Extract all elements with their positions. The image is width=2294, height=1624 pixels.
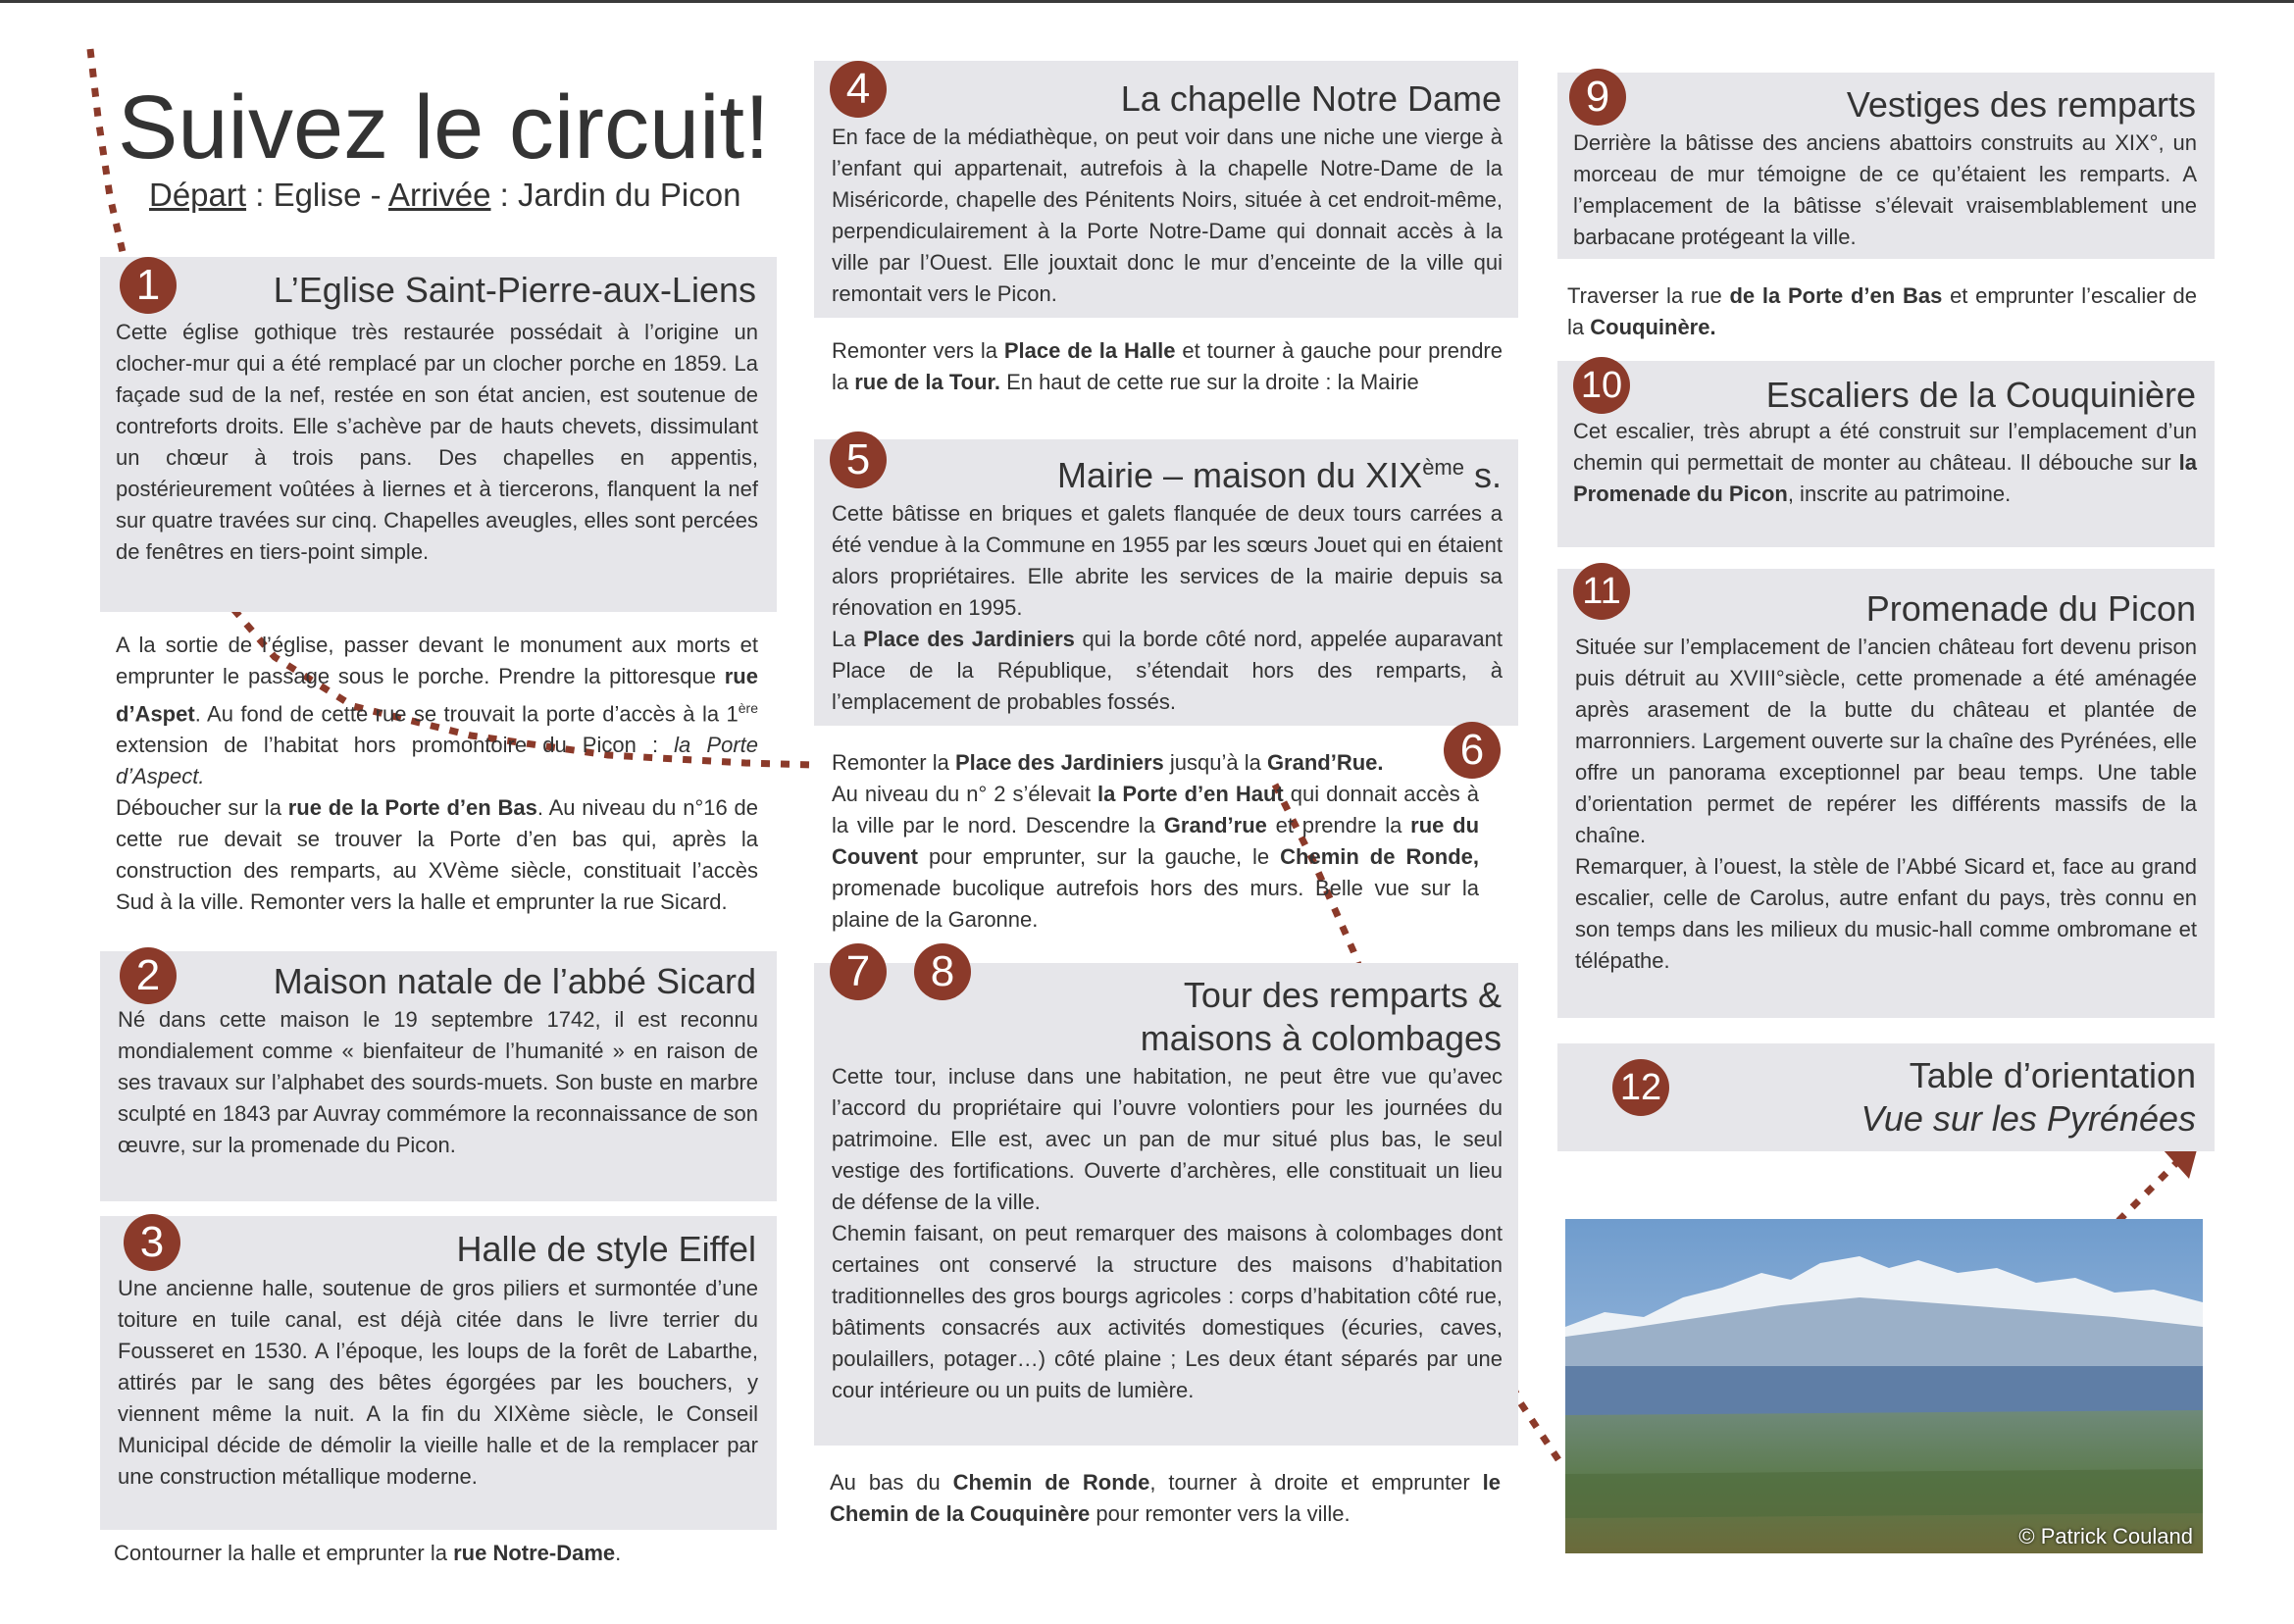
section-4-badge: 4 <box>830 61 887 118</box>
section-2-text: Né dans cette maison le 19 septembre 1742, il est reconnu mondialement comme « bienfaiteur de l’humanité » en raison de ses travaux sur l’alphabet des sourds-muets. Son buste en marbre sculpté en 1843 par Auvray commémore la reconnaissance de son œuvre, sur la promenade du Picon. <box>118 1007 758 1157</box>
directions-1: A la sortie de l’église, passer devant le monument aux morts et emprunter le passage sous le porche. Prendre la pittoresque rue d’Aspet. Au fond de cette rue se trouvait la porte d’accès à la 1ère extension de l’habitat hors promontoire du Picon : la Porte d’Aspect. Déboucher sur la rue de la Porte d’en Bas. Au niveau du n°16 de cette rue devait se trouver la Porte d’en bas qui, après la construction des remparts, au XVème siècle, constituait l’accès Sud à la ville. Remonter vers la halle et emprunter la rue Sicard. <box>116 633 758 915</box>
section-3-title: Halle de style Eiffel <box>456 1229 756 1269</box>
section-4-text: En face de la médiathèque, on peut voir dans une niche une vierge à l’enfant qui appartenait, autrefois à la chapelle Notre-Dame de la Miséricorde, chapelle des Pénitents Noirs, située à cet endroit-même, perpendiculairement à la Porte Notre-Dame qui donnait accès à la ville par l’Ouest. Elle jouxtait donc le mur d’enceinte de la ville qui remontait vers le Picon. <box>832 125 1503 306</box>
section-10-badge: 10 <box>1573 357 1630 414</box>
section-2-title: Maison natale de l’abbé Sicard <box>273 961 756 1001</box>
depart-value: : Eglise - <box>246 177 388 213</box>
section-1-title: L’Eglise Saint-Pierre-aux-Liens <box>273 270 756 310</box>
depart-label: Départ <box>149 177 247 213</box>
section-1-text: Cette église gothique très restaurée possédait à l’origine un clocher-mur qui a été remplacé par un clocher porche en 1859. La façade sud de la nef, restée en son état ancien, est soutenue de contreforts droits. Elle s’achève par de hauts chevets, dissimulant un chœur à trois pans. Des chapelles en appentis, postérieurement voûtées à liernes et à tiercerons, flanquent la nef sur quatre travées sur cinq. Chapelles aveugles, elles sont percées de fenêtres en tiers-point simple. <box>116 320 758 564</box>
section-12-subtitle: Vue sur les Pyrénées <box>1861 1098 2196 1139</box>
section-1-badge: 1 <box>120 257 177 314</box>
pyrenees-photo <box>1565 1219 2203 1553</box>
section-7-8-text: Cette tour, incluse dans une habitation, ne peut être vue qu’avec l’accord du propriétaire qui l’ouvre volontiers pour les journées du patrimoine. Elle est, avec un pan de mur situé plus bas, le seul vestige des fortifications. Ouverte d’archères, elle constituait un lieu de défense de la ville. Chemin faisant, on peut remarquer des maisons à colombages dont certaines ont conservé la structure des maisons d’habitation traditionnelles des gros bourgs agricoles : corps d’habitation côté rue, bâtiments consacrés aux activités domestiques (écuries, caves, poulaillers, potager…) côté plaine ; Les deux étant séparés par une cour intérieure ou un puits de lumière. <box>832 1064 1503 1402</box>
arrivee-value: : Jardin du Picon <box>490 177 741 213</box>
page-subtitle <box>149 177 740 214</box>
section-5-title: Mairie – maison du XIXème s. <box>1057 455 1502 495</box>
section-8-badge: 8 <box>914 943 971 1000</box>
directions-3: Contourner la halle et emprunter la rue Notre-Dame. <box>114 1541 622 1565</box>
page-title: Suivez le circuit! <box>118 77 770 178</box>
section-9-text: Derrière la bâtisse des anciens abattoirs construits au XIX°, un morceau de mur témoigne de ce qu’étaient les remparts. A l’emplacement de la bâtisse s’élevait vraisemblablement une barbacane protégeant la ville. <box>1573 130 2197 249</box>
directions-6: Remonter la Place des Jardiniers jusqu’à la Grand’Rue. Au niveau du n° 2 s’élevait la Porte d’en Haut qui donnait accès à la ville par le nord. Descendre la Grand’rue et prendre la rue du Couvent pour emprunter, sur la gauche, le Chemin de Ronde, promenade bucolique autrefois hors des murs. Belle vue sur la plaine de la Garonne. <box>832 750 1480 932</box>
section-12-title: Table d’orientation <box>1909 1055 2196 1095</box>
directions-8: Au bas du Chemin de Ronde, tourner à droite et emprunter le Chemin de la Couquinère pour remonter vers la ville. <box>830 1470 1502 1526</box>
section-3-text: Une ancienne halle, soutenue de gros piliers et surmontée d’une toiture en tuile canal, est déjà citée dans le livre terrier du Fousseret en 1530. A l’époque, les loups de la forêt de Labarthe, attirés par le sang des bêtes égorgées par les bouchers, y viennent même la nuit. A la fin du XIXème siècle, le Conseil Municipal décide de démolir la vieille halle et de la remplacer par une construction métallique moderne. <box>118 1276 758 1489</box>
section-4-title: La chapelle Notre Dame <box>1120 78 1502 119</box>
arrivee-label: Arrivée <box>387 177 491 213</box>
pyrenees-landscape <box>1565 1219 2203 1553</box>
section-7-badge: 7 <box>830 943 887 1000</box>
directions-9: Traverser la rue de la Porte d’en Bas et emprunter l’escalier de la Couquinère. <box>1567 283 2197 339</box>
section-9-title: Vestiges des remparts <box>1846 84 2196 125</box>
section-2-badge: 2 <box>120 947 177 1004</box>
section-11-text: Située sur l’emplacement de l’ancien château fort devenu prison puis détruit au XVIII°siècle, cette promenade a été aménagée après arasement de la butte du château et plantée de marronniers. Largement ouverte sur la chaîne des Pyrénées, elle offre un panorama exceptionnel par beau temps. Une table d’orientation permet de repérer les différents massifs de la chaîne. Remarquer, à l’ouest, la stèle de l’Abbé Sicard et, face au grand escalier, celle de Carolus, autre enfant du pays, très connu en son temps dans les milieux du music-hall comme ombromane et télépathe. <box>1575 634 2197 973</box>
section-10-title: Escaliers de la Couquinière <box>1765 375 2196 415</box>
section-9-badge: 9 <box>1569 69 1626 126</box>
section-7-8-title: Tour des remparts & <box>1183 975 1502 1015</box>
section-10-text: Cet escalier, très abrupt a été construit sur l’emplacement d’un chemin qui permettait de monter au château. Il débouche sur la Promenade du Picon, inscrite au patrimoine. <box>1573 419 2197 506</box>
section-5-text: Cette bâtisse en briques et galets flanquée de deux tours carrées a été vendue à la Commune en 1955 par les sœurs Jouet qui en étaient alors propriétaires. Elle abrite les services de la mairie depuis sa rénovation en 1995. La Place des Jardiniers qui la borde côté nord, appelée auparavant Place de la République, s’étendait hors des remparts, à l’emplacement de probables fossés. <box>832 501 1504 714</box>
section-5-badge: 5 <box>830 431 887 488</box>
photo-credit: © Patrick Couland <box>2018 1524 2193 1548</box>
section-12-badge: 12 <box>1612 1059 1669 1116</box>
section-7-8-title-2: maisons à colombages <box>1140 1018 1502 1058</box>
section-6-badge: 6 <box>1444 722 1501 779</box>
section-11-title: Promenade du Picon <box>1865 588 2196 629</box>
section-3-badge: 3 <box>124 1214 180 1271</box>
section-11-badge: 11 <box>1573 563 1630 620</box>
directions-4: Remonter vers la Place de la Halle et tourner à gauche pour prendre la rue de la Tour. En haut de cette rue sur la droite : la Mairie <box>832 338 1503 394</box>
